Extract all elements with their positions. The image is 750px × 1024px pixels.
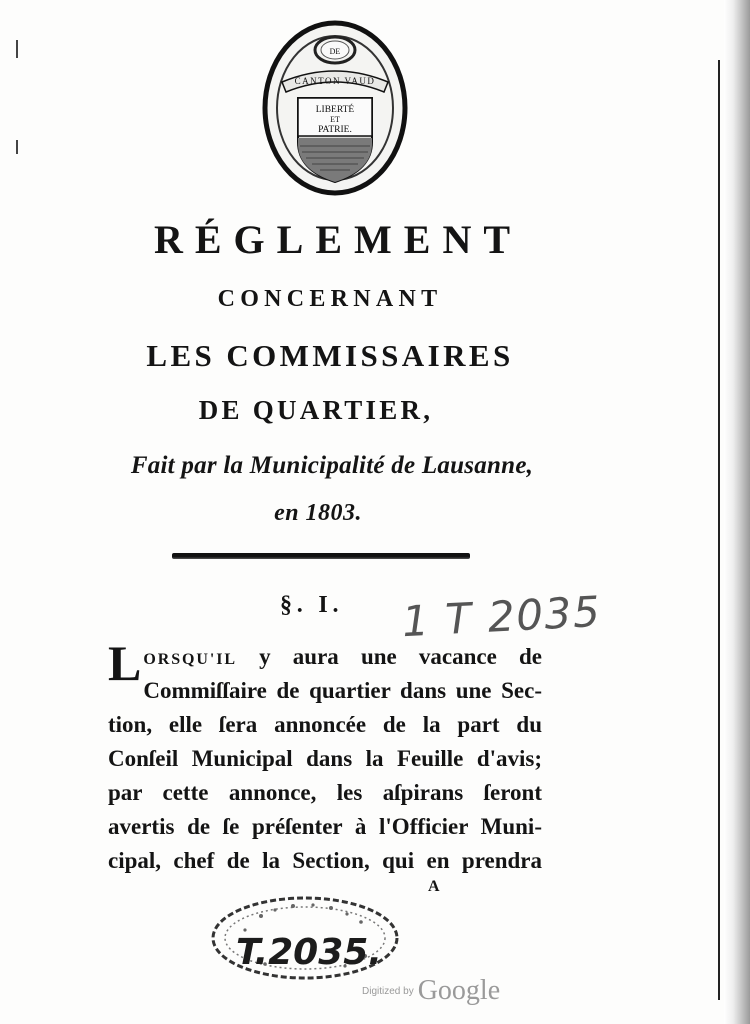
- paragraph-line: tion, elle ſera annoncée de la part du: [108, 712, 542, 737]
- paragraph-line: par cette annonce, les aſpirans ſeront: [108, 780, 542, 805]
- paragraph-line: Commiſſaire de quartier dans une Sec-: [143, 678, 542, 703]
- stamp-shelfmark: T.2035.: [236, 932, 382, 973]
- scan-speck: [16, 140, 18, 154]
- seal-motto-line2: ET: [330, 115, 340, 124]
- title-de-quartier: DE QUARTIER,: [198, 395, 434, 425]
- signature-mark: A: [428, 878, 440, 895]
- article-paragraph: [108, 635, 542, 878]
- title-les-commissaires: LES COMMISSAIRES: [146, 338, 514, 373]
- horizontal-rule: [172, 553, 470, 559]
- google-logo: Google: [417, 975, 501, 1006]
- title-reglement: RÉGLEMENT: [153, 217, 523, 262]
- watermark-prefix: Digitized by: [362, 986, 414, 997]
- page-edge-shadow: [724, 0, 750, 1024]
- paragraph-line: avertis de ſe préſenter à l'Officier Muni-: [108, 814, 542, 839]
- drop-cap: L: [108, 635, 142, 691]
- seal-ring-top: DE: [329, 47, 341, 56]
- title-concernant: CONCERNANT: [217, 286, 443, 312]
- first-word-smallcaps: ORSQU'IL: [143, 651, 237, 668]
- page-fold-line: [718, 60, 720, 1000]
- google-watermark: [362, 975, 500, 1007]
- paragraph-line: Conſeil Municipal dans la Feuille d'avis;: [108, 746, 542, 771]
- scan-speck: [16, 40, 18, 58]
- subtitle-year: en 1803.: [274, 500, 362, 526]
- seal-ring-text: CANTON VAUD: [294, 76, 376, 86]
- library-stamp: [205, 886, 415, 986]
- handwritten-shelfmark: 1 T 2035: [400, 586, 603, 647]
- paragraph-line: cipal, chef de la Section, qui en prendra: [108, 848, 542, 873]
- paragraph-line-text: y aura une vacance de: [259, 644, 542, 669]
- canton-vaud-seal: [262, 20, 408, 196]
- subtitle-municipalite: Fait par la Municipalité de Lausanne,: [130, 452, 534, 479]
- seal-motto-line3: PATRIE.: [318, 125, 352, 135]
- seal-motto-line1: LIBERTÉ: [315, 105, 355, 115]
- section-number: §. I.: [280, 592, 344, 618]
